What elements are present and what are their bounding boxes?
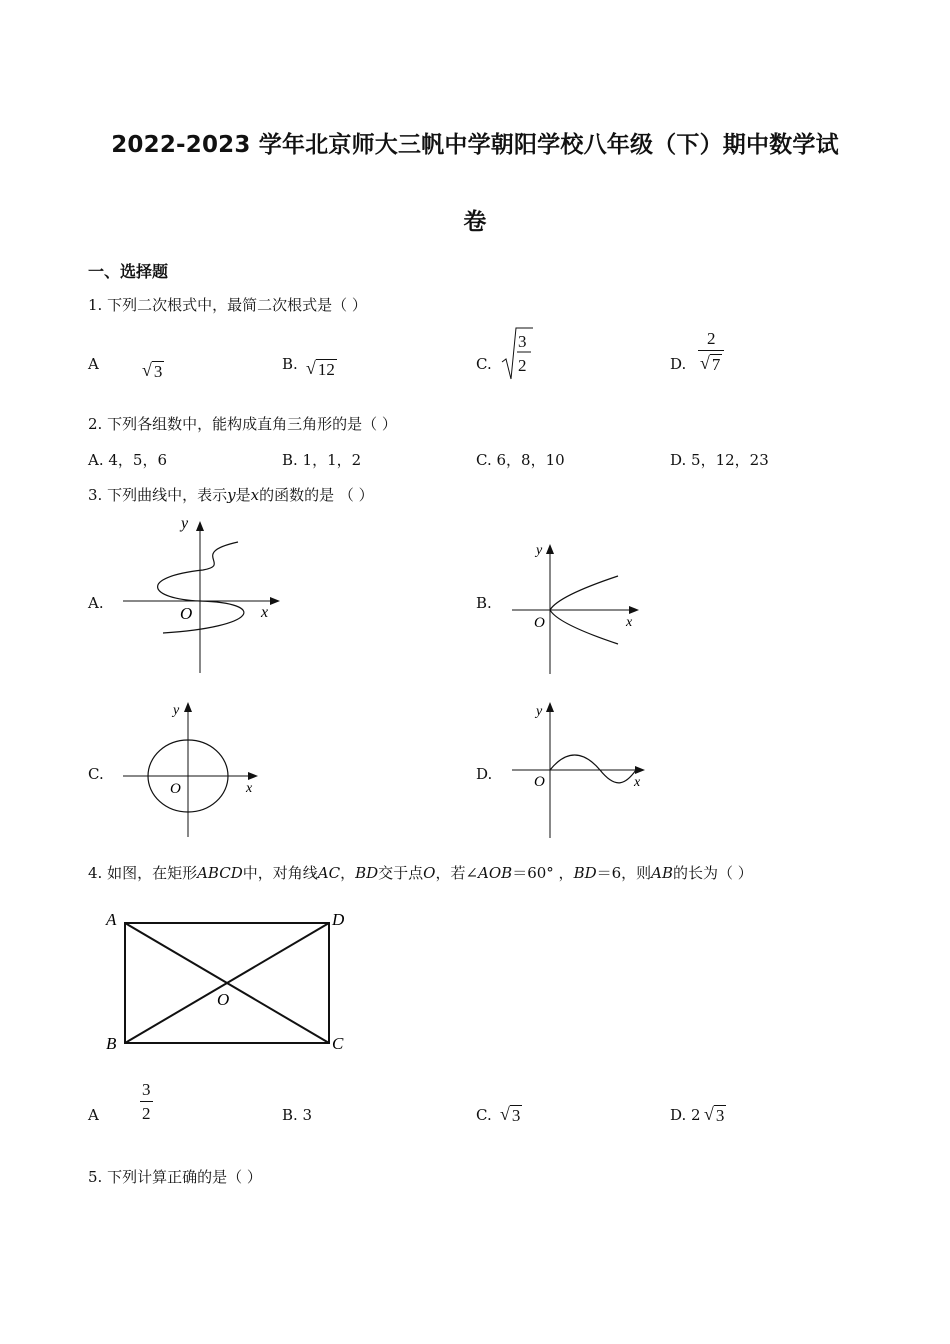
q3-d-origin: O <box>534 774 545 790</box>
q4-point-a: A <box>106 910 117 929</box>
q4-stem: 4. 如图，在矩形ABCD中，对角线AC，BD交于点O，若∠AOB＝60° ，BD＝6，则AB的长为（ ） <box>88 864 753 882</box>
q1-d-numerator: 2 <box>706 329 716 348</box>
q3-d-axis-x: x <box>634 775 641 790</box>
q3-d-axis-y: y <box>536 704 543 719</box>
q3-a-origin: O <box>180 604 193 623</box>
page-title-cont: 卷 <box>463 209 487 235</box>
q4-point-b: B <box>106 1034 117 1053</box>
q3-b-origin: O <box>534 615 545 631</box>
q3-graph-c <box>118 697 268 839</box>
q4-a-numerator: 3 <box>142 1080 151 1099</box>
q1-option-c-label: C. <box>476 355 492 373</box>
q1-c-denominator: 2 <box>518 356 527 375</box>
q1-c-numerator: 3 <box>518 332 527 351</box>
page-title: 2022-2023 学年北京师大三帆中学朝阳学校八年级（下）期中数学试 <box>111 132 839 158</box>
q3-c-axis-x: x <box>246 781 253 796</box>
q1-option-c-math <box>500 326 534 387</box>
q1-option-b-math: √ 12 <box>306 357 335 379</box>
q3-c-origin: O <box>170 781 181 797</box>
q2-stem: 2. 下列各组数中，能构成直角三角形的是（ ） <box>88 415 397 433</box>
q3-a-axis-x: x <box>261 604 269 621</box>
q3-c-axis-y: y <box>173 703 180 718</box>
q3-b-axis-x: x <box>626 615 633 630</box>
q4-point-c: C <box>332 1034 344 1053</box>
q1-stem: 1. 下列二次根式中，最简二次根式是（ ） <box>88 296 367 314</box>
q2-option-b: B. 1，1，2 <box>282 451 362 469</box>
q4-point-d: D <box>332 910 345 929</box>
q1-option-b-label: B. <box>282 355 298 373</box>
q4-a-denominator: 2 <box>142 1104 151 1123</box>
q2-option-c: C. 6，8，10 <box>476 451 565 469</box>
q3-option-a-label: A. <box>88 594 104 612</box>
q3-stem: 3. 下列曲线中，表示y是x的函数的是 （ ） <box>88 486 374 504</box>
q3-option-b-label: B. <box>476 594 492 612</box>
q3-a-axis-y: y <box>181 515 189 532</box>
q1-option-d-label: D. <box>670 355 687 373</box>
q4-option-b: B. 3 <box>282 1106 313 1124</box>
q1-option-a-label: A <box>88 355 99 373</box>
q1-option-a-math: √ 3 <box>142 359 163 381</box>
q5-stem: 5. 下列计算正确的是（ ） <box>88 1168 262 1186</box>
q1-c-radical-sign <box>500 326 534 382</box>
q1-d-radicand: 7 <box>711 355 721 374</box>
q4-option-c-math: √ 3 <box>500 1103 521 1125</box>
q3-option-c-label: C. <box>88 765 104 783</box>
q3-b-axis-y: y <box>536 543 543 558</box>
q4-option-c-label: C. <box>476 1106 492 1124</box>
q4-option-d-label: D. 2 <box>670 1106 701 1124</box>
q4-option-d-math: √ 3 <box>704 1103 725 1125</box>
q2-option-d: D. 5，12，23 <box>670 451 769 469</box>
q4-rectangle-figure <box>100 905 360 1057</box>
q2-option-a: A. 4，5，6 <box>88 451 167 469</box>
q3-option-d-label: D. <box>476 765 493 783</box>
q1-option-d-math: 2 √ 7 <box>698 330 724 375</box>
q3-graph-b <box>508 540 648 677</box>
q4-point-o: O <box>217 990 230 1009</box>
q4-option-a-label: A <box>88 1106 99 1124</box>
section-heading: 一、选择题 <box>88 262 169 281</box>
q3-graph-d <box>508 698 658 840</box>
q4-option-a-math <box>140 1081 153 1122</box>
q3-graph-a <box>118 515 288 677</box>
